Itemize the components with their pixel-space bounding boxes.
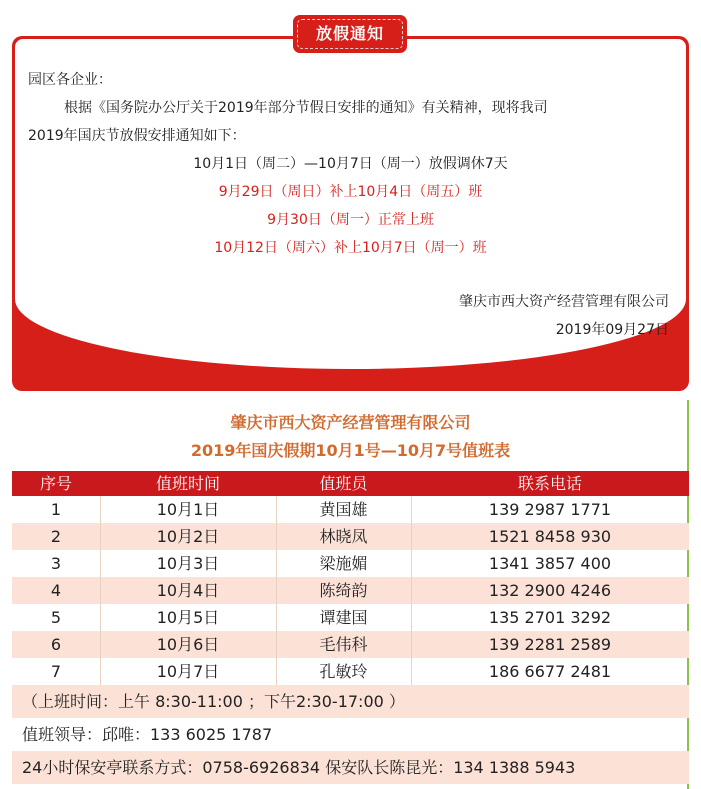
notice-title: 放假通知: [297, 19, 403, 49]
header-phone: 联系电话: [517, 474, 582, 493]
notice-company: 肇庆市西大资产经营管理有限公司: [459, 294, 669, 310]
row-staff: 梁施媚: [319, 554, 368, 573]
schedule-line-2: 9月29日（周日）补上10月4日（周五）班: [218, 184, 483, 200]
row-index: 6: [50, 635, 62, 654]
header-staff: 值班员: [319, 474, 368, 493]
row-staff: 陈绮韵: [319, 581, 368, 600]
schedule-line-4: 10月12日（周六）补上10月7日（周一）班: [214, 240, 487, 256]
header-index: 序号: [39, 474, 72, 493]
row-date: 10月4日: [156, 581, 220, 600]
row-date: 10月3日: [156, 554, 220, 573]
row-phone: 1521 8458 930: [488, 527, 612, 546]
security-row: [12, 751, 689, 784]
table-row: [12, 550, 689, 577]
table-row: [12, 496, 689, 523]
row-index: 5: [50, 608, 62, 627]
row-phone: 132 2900 4246: [488, 581, 612, 600]
row-index: 4: [50, 581, 62, 600]
duty-company-title: 肇庆市西大资产经营管理有限公司: [230, 413, 471, 432]
notice-body-line1: 根据《国务院办公厅关于2019年部分节假日安排的通知》有关精神，现将我司: [64, 100, 548, 116]
row-staff: 毛伟科: [319, 635, 368, 654]
row-staff: 林晓凤: [319, 527, 368, 546]
table-row: [12, 577, 689, 604]
row-index: 2: [50, 527, 62, 546]
row-staff: 谭建国: [319, 608, 368, 627]
notice-greeting: 园区各企业：: [28, 72, 112, 88]
row-staff: 黄国雄: [319, 500, 368, 519]
row-phone: 139 2281 2589: [488, 635, 612, 654]
row-phone: 139 2987 1771: [488, 500, 612, 519]
duty-table-title: 2019年国庆假期10月1号—10月7号值班表: [190, 441, 511, 460]
row-phone: 1341 3857 400: [488, 554, 612, 573]
row-phone: 186 6677 2481: [488, 662, 612, 681]
row-date: 10月6日: [156, 635, 220, 654]
notice-body-line2: 2019年国庆节放假安排通知如下：: [28, 128, 246, 144]
row-index: 7: [50, 662, 62, 681]
row-date: 10月5日: [156, 608, 220, 627]
table-row: [12, 658, 689, 685]
row-date: 10月2日: [156, 527, 220, 546]
work-hours: （上班时间：上午 8:30-11:00 ；下午2:30-17:00 ）: [22, 692, 405, 711]
schedule-line-3: 9月30日（周一）正常上班: [267, 212, 434, 228]
security-contact: 24小时保安亭联系方式：0758-6926834 保安队长陈昆光：134 1388 5943: [22, 758, 576, 777]
schedule-line-1: 10月1日（周二）—10月7日（周一）放假调休7天: [193, 156, 508, 172]
row-index: 3: [50, 554, 62, 573]
header-date: 值班时间: [155, 474, 220, 493]
duty-leader: 值班领导：邱唯：133 6025 1787: [22, 725, 273, 744]
table-row: [12, 604, 689, 631]
row-phone: 135 2701 3292: [488, 608, 612, 627]
notice-title-badge: [293, 15, 407, 53]
duty-table-section: [12, 400, 689, 789]
notice-date: 2019年09月27日: [555, 322, 669, 338]
row-staff: 孔敏玲: [319, 662, 368, 681]
table-row: [12, 631, 689, 658]
work-hours-row: [12, 685, 689, 718]
row-date: 10月1日: [156, 500, 220, 519]
table-row: [12, 523, 689, 550]
row-index: 1: [50, 500, 62, 519]
row-date: 10月7日: [156, 662, 220, 681]
leader-row: [12, 718, 689, 751]
